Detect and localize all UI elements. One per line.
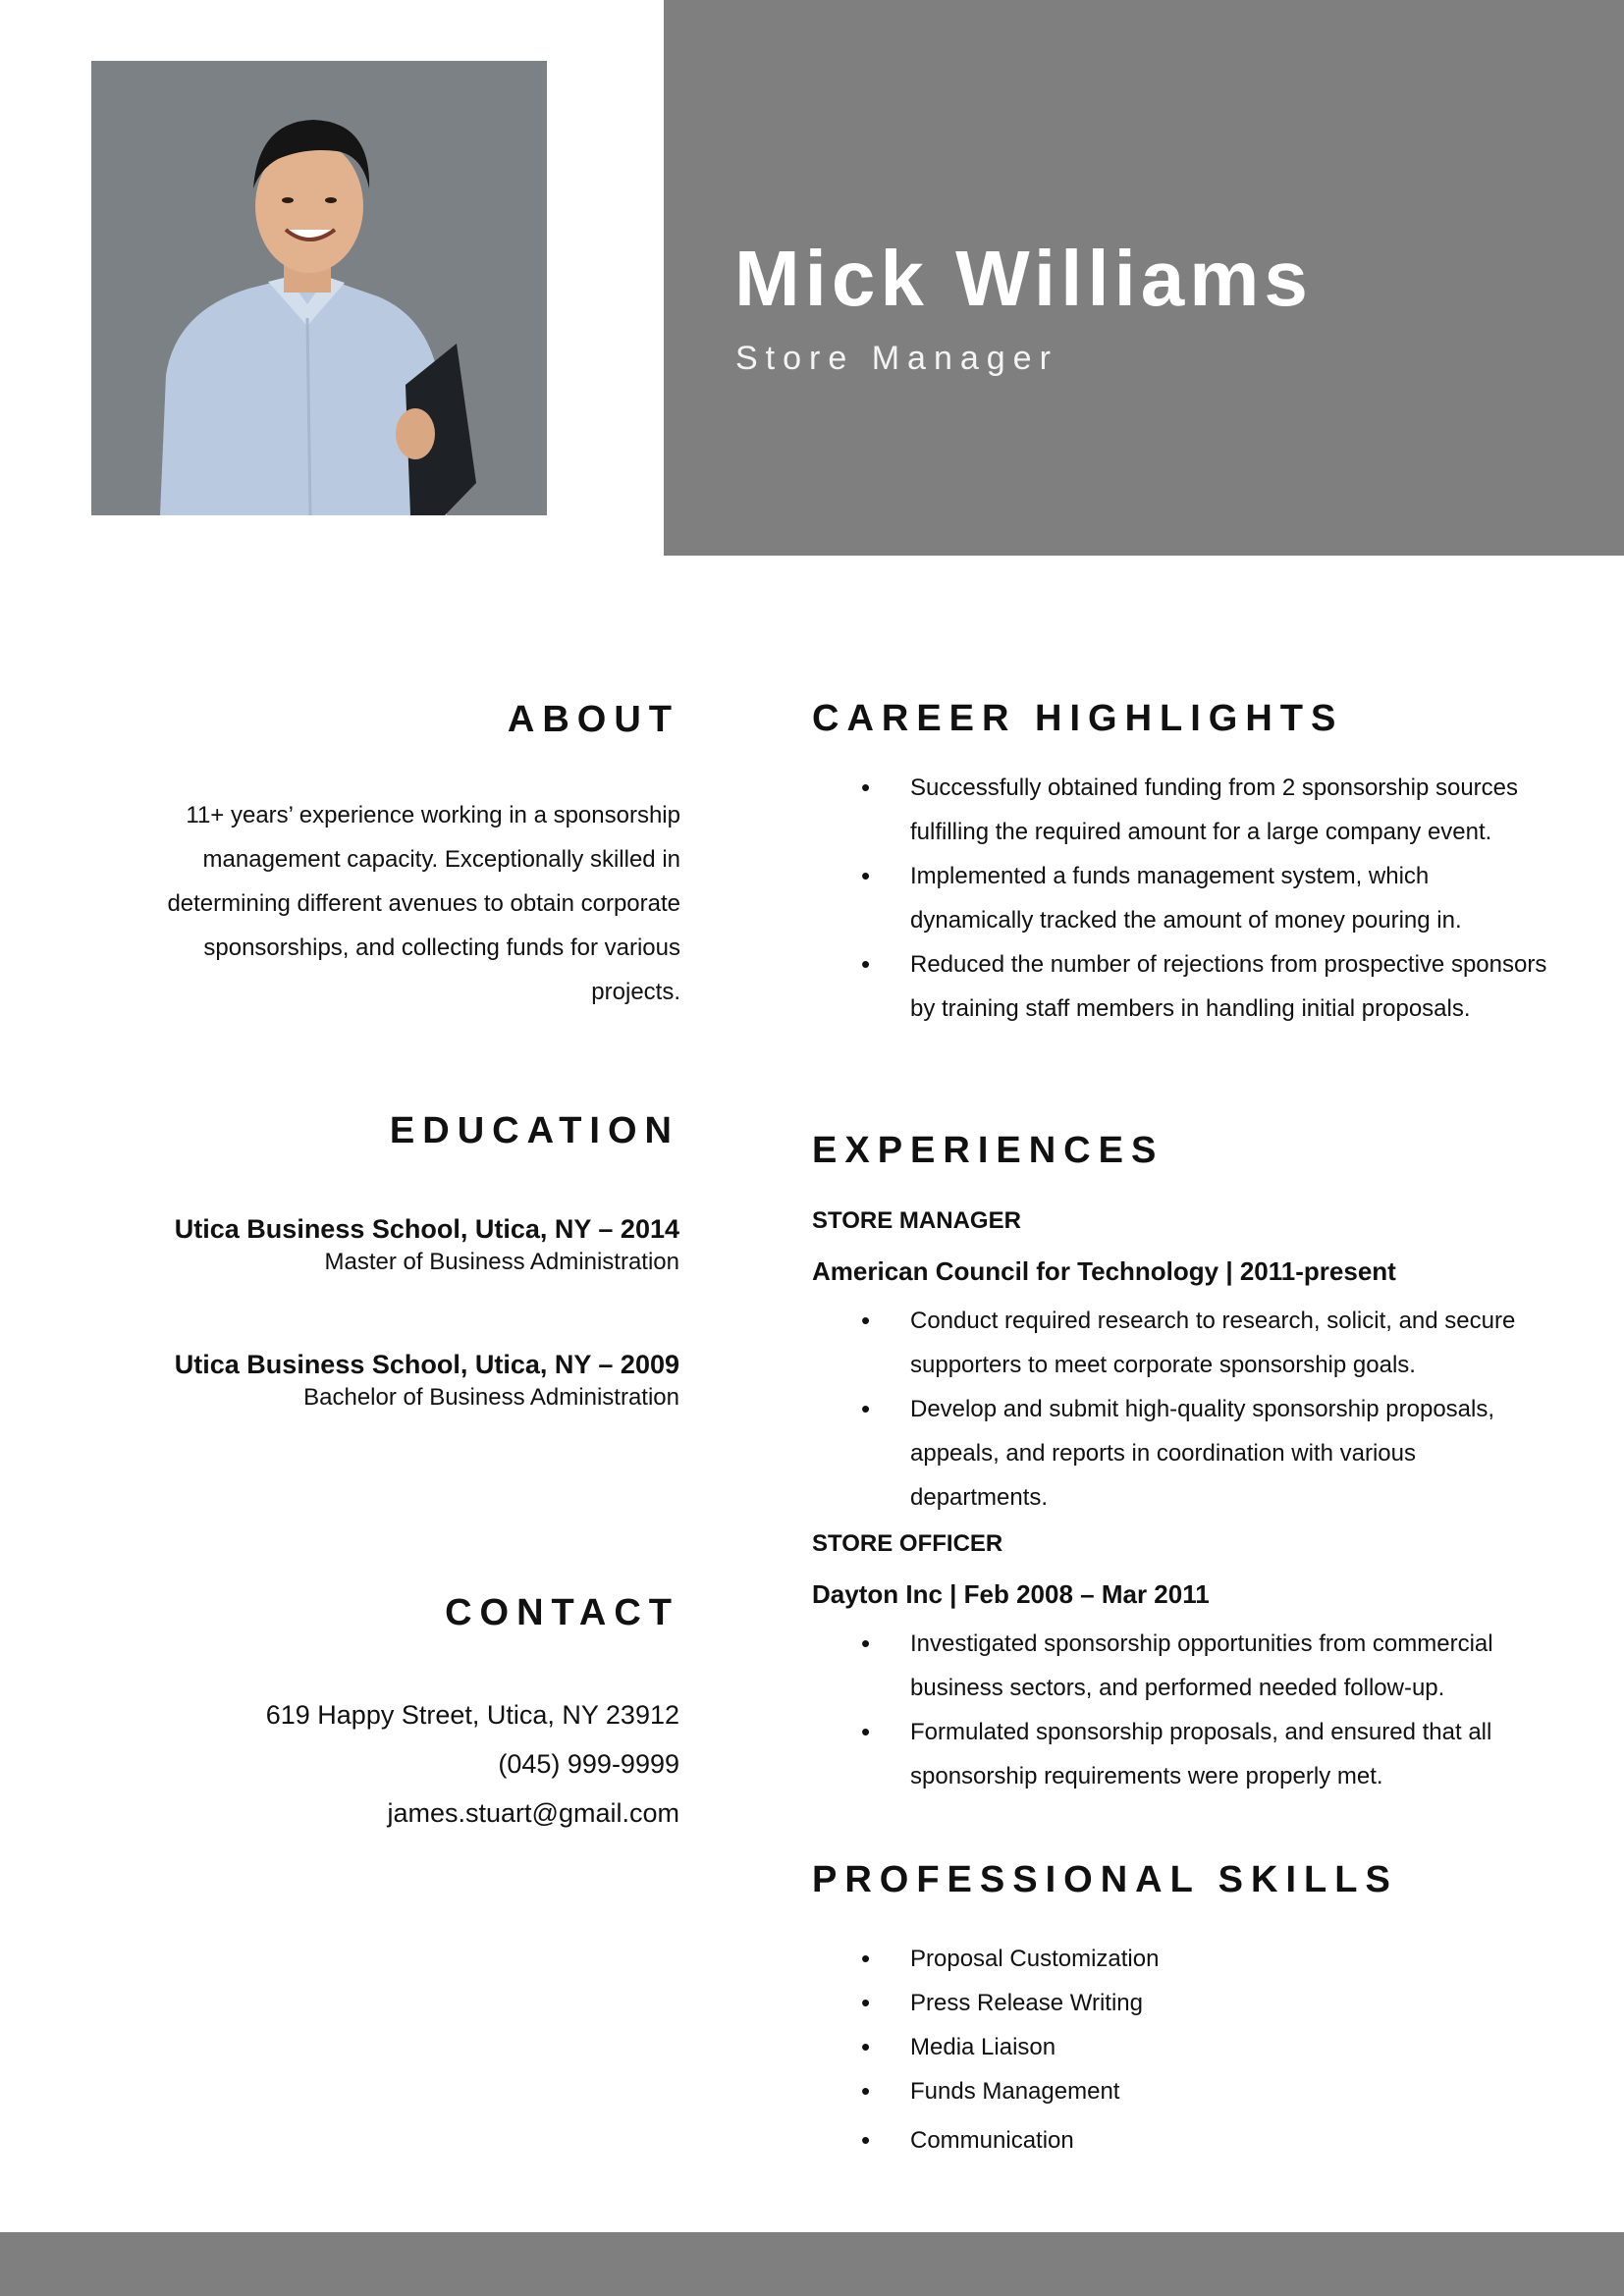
contact-phone: (045) 999-9999 (498, 1749, 679, 1779)
list-item: • Implemented a funds management system, which dynamically tracked the amount of money pouring in. (861, 854, 1548, 942)
list-item: • Funds Management (861, 2069, 1548, 2113)
education-school: Utica Business School, Utica, NY – 2014 (174, 1214, 679, 1244)
skills-list (861, 1937, 1548, 2163)
list-item: • Reduced the number of rejections from prospective sponsors by training staff members in handling initial proposals. (861, 942, 1548, 1031)
job-duties-list (861, 1622, 1548, 1798)
list-item: • Develop and submit high-quality sponsorship proposals, appeals, and reports in coordination with various departments. (861, 1387, 1548, 1520)
career-highlights-list (861, 766, 1548, 1031)
contact-block (266, 1690, 679, 1838)
education-entry (90, 1348, 679, 1415)
job-organization: Dayton Inc | Feb 2008 – Mar 2011 (812, 1579, 1210, 1609)
list-item: • Proposal Customization (861, 1937, 1548, 1981)
list-item: • Communication (861, 2118, 1548, 2163)
list-item: • Conduct required research to research, solicit, and secure supporters to meet corporate sponsorship goals. (861, 1299, 1548, 1387)
candidate-name: Mick Williams (734, 235, 1313, 322)
education-degree: Bachelor of Business Administration (303, 1384, 679, 1411)
job-title: STORE OFFICER (812, 1530, 1003, 1557)
footer-band (0, 2232, 1624, 2296)
job-duties-list (861, 1299, 1548, 1520)
profile-photo (91, 61, 547, 515)
job-organization: American Council for Technology | 2011-present (812, 1256, 1396, 1286)
contact-email: james.stuart@gmail.com (387, 1798, 679, 1828)
professional-skills-heading: PROFESSIONAL SKILLS (812, 1859, 1398, 1900)
list-item: • Formulated sponsorship proposals, and ensured that all sponsorship requirements were properly met. (861, 1710, 1548, 1798)
list-item: • Investigated sponsorship opportunities from commercial business sectors, and performed needed follow-up. (861, 1622, 1548, 1710)
about-text: 11+ years’ experience working in a sponsorship management capacity. Exceptionally skilled in determining different avenues to obtain corporate sponsorships, and collecting funds for various projects. (167, 802, 680, 1005)
education-heading: EDUCATION (389, 1110, 679, 1151)
education-degree: Master of Business Administration (324, 1249, 679, 1275)
candidate-role: Store Manager (735, 340, 1058, 377)
contact-address: 619 Happy Street, Utica, NY 23912 (265, 1700, 679, 1730)
education-school: Utica Business School, Utica, NY – 2009 (174, 1350, 679, 1379)
about-heading: ABOUT (507, 699, 679, 740)
experiences-heading: EXPERIENCES (812, 1130, 1164, 1171)
list-item: • Successfully obtained funding from 2 sponsorship sources fulfilling the required amount for a large company event. (861, 766, 1548, 854)
contact-heading: CONTACT (445, 1592, 679, 1633)
list-item: • Press Release Writing (861, 1981, 1548, 2025)
education-entry (90, 1212, 679, 1279)
profile-photo-illustration (91, 61, 547, 515)
career-highlights-heading: CAREER HIGHLIGHTS (812, 698, 1344, 739)
job-title: STORE MANAGER (812, 1207, 1021, 1234)
list-item: • Media Liaison (861, 2025, 1548, 2069)
